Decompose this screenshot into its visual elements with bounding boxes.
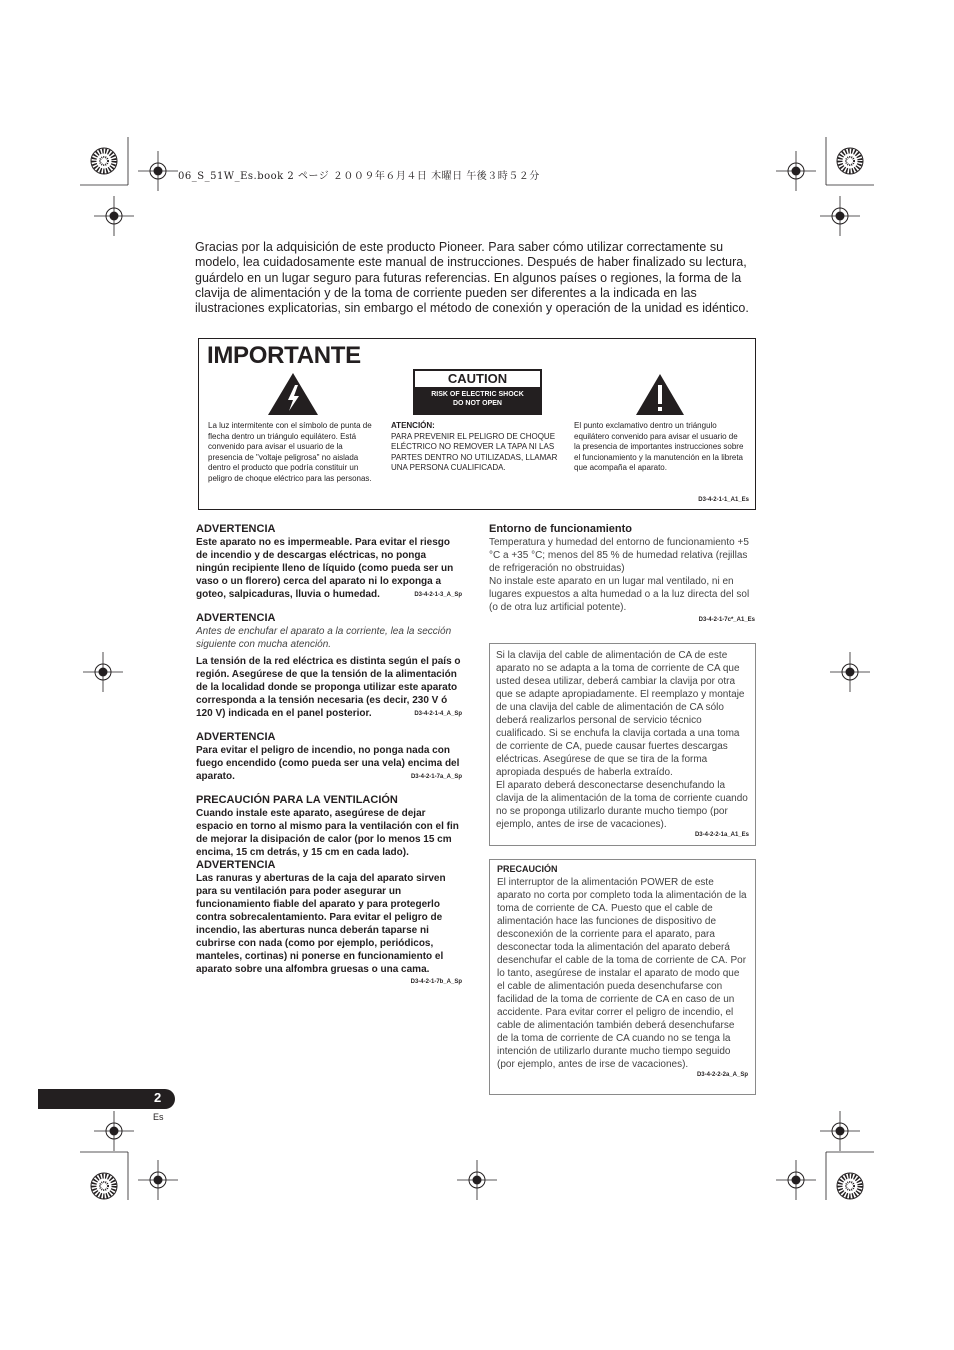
clavija-text-2: El aparato deberá desconectarse desenchufando la clavija de la alimentación de la toma de corriente cuando no se proponga utilizarlo durante mucho tiempo (por ejemplo, antes de irse de vacaciones).	[496, 780, 748, 830]
advertencia-3-text: Para evitar el peligro de incendio, no ponga nada con fuego encendido (como pueda ser una vela) encima del aparato.	[196, 745, 460, 782]
lightning-warning-icon	[267, 372, 319, 416]
entorno-text-2: No instale este aparato en un lugar mal ventilado, ni en lugares expuestos a alta humedad o a la luz directa del sol (o de otra luz artificial potente).	[489, 576, 750, 613]
caution-sub-line2: DO NOT OPEN	[452, 400, 502, 407]
right-column	[489, 523, 755, 623]
ventilacion-title: PRECAUCIÓN PARA LA VENTILACIÓN	[196, 794, 398, 806]
clavija-box	[489, 643, 756, 846]
advertencia-1-code: D3-4-2-1-3_A_Sp	[414, 592, 462, 598]
importante-title: IMPORTANTE	[207, 342, 361, 369]
advertencia-2-title: ADVERTENCIA	[196, 612, 276, 624]
advertencia-4-title: ADVERTENCIA	[196, 859, 276, 871]
advertencia-1-title: ADVERTENCIA	[196, 523, 276, 535]
intro-paragraph: Gracias por la adquisición de este producto Pioneer. Para saber cómo utilizar correctamente su modelo, lea cuidadosamente este manual de instrucciones. Después de haber finalizado su lectura, guárdelo en un lugar seguro para futuras referencias. En algunos países o regiones, la forma de la clavija de alimentación y de la toma de corriente pueden ser diferentes a la indicada en las ilustraciones explicatorias, sin embargo el método de conexión y operación de la unidad es idéntico.	[195, 240, 749, 316]
entorno-text-1: Temperatura y humedad del entorno de funcionamiento +5 °C a +35 °C; menos del 85 % de humedad relativa (rejillas de refrigeración no obstruidas)	[489, 537, 749, 574]
entorno-code: D3-4-2-1-7c*_A1_Es	[698, 617, 755, 623]
advertencia-4-text: Las ranuras y aberturas de la caja del aparato sirven para su ventilación para poder asegurar un funcionamiento fiable del aparato y para protegerlo contra sobrecalentamiento. Para evitar el peligro de incendio, las aberturas nunca deberán taparse ni cubrirse con nada (como por ejemplo, periódicos, manteles, cortinas) ni ponerse en funcionamiento el aparato sobre una alfombra gruesas o una cama.	[196, 873, 446, 975]
file-header: 06_S_51W_Es.book 2 ページ ２００９年６月４日 木曜日 午後３時５２分	[178, 171, 540, 182]
precaucion-title: PRECAUCIÓN	[497, 864, 558, 874]
advertencia-4-code: D3-4-2-1-7b_A_Sp	[410, 979, 462, 985]
advertencia-2-text: La tensión de la red eléctrica es distinta según el país o región. Asegúrese de que la tensión de la alimentación de la localidad donde se proponga utilizar este aparato corresponda a la tensión necesaria (es decir, 230 V ó 120 V) indicada en el panel posterior.	[196, 656, 461, 719]
precaucion-code: D3-4-2-2-2a_A_Sp	[696, 1072, 748, 1078]
ventilacion-text: Cuando instale este aparato, asegúrese de dejar espacio en torno al mismo para la ventilación con el fin de mejorar la disipación de calor (por lo menos 15 cm encima, 15 cm detrás, y 15 cm en cada lado).	[196, 808, 459, 858]
advertencia-3-title: ADVERTENCIA	[196, 731, 276, 743]
atencion-block	[391, 421, 563, 474]
language-label: Es	[153, 1112, 164, 1122]
caution-sub-line1: RISK OF ELECTRIC SHOCK	[431, 391, 524, 398]
importante-code: D3-4-2-1-1_A1_Es	[698, 497, 749, 503]
exclamation-description: El punto exclamativo dentro un triángulo equilátero convenido para avisar el usuario de la presencia de importantes instrucciones sobre el funcionamiento y la manutención en la libreta que acompaña el aparato.	[574, 421, 744, 472]
advertencia-1-text: Este aparato no es impermeable. Para evitar el riesgo de incendio y de descargas eléctricas, no ponga ningún recipiente lleno de líquido (como pueda ser un vaso o un florero) cerca del aparato ni lo exponga a goteo, salpicaduras, lluvia o humedad.	[196, 537, 454, 600]
entorno-title: Entorno de funcionamiento	[489, 523, 632, 535]
precaucion-text: El interruptor de la alimentación POWER de este aparato no corta por completo toda la alimentación de la toma de corriente de CA. Puesto que el cable de alimentación hace las funciones de dispositivo de desconexión de la corriente para el aparato, para desconectar toda la alimentación del aparato deberá desenchufar el cable de la toma de corriente de CA. Por lo tanto, asegúrese de instalar el aparato de modo que el cable de alimentación pueda desenchufarse con facilidad de la toma de corriente de CA en caso de un accidente. Para evitar correr el peligro de incendio, el cable de alimentación también deberá desenchufarse de la toma de corriente de CA cuando no se tenga la intención de utilizarlo durante mucho tiempo seguido (por ejemplo, antes de irse de vacaciones).	[497, 877, 747, 1070]
advertencia-2-code: D3-4-2-1-4_A_Sp	[414, 711, 462, 717]
caution-label	[413, 369, 542, 415]
page-number: 2	[154, 1090, 162, 1105]
lightning-description: La luz intermitente con el símbolo de punta de flecha dentro un triángulo equilátero. Está convenido para avisar el usuario de la presencia de "voltaje peligrosa" no aislada dentro el producto que podría constituir un peligro de choque eléctrico para las personas.	[208, 421, 372, 483]
atencion-text: PARA PREVENIR EL PELIGRO DE CHOQUE ELÉCTRICO NO REMOVER LA TAPA NI LAS PARTES DENTRO NO UTILIZADAS, LLAMAR UNA PERSONA CUALIFICADA.	[391, 431, 558, 472]
atencion-heading: ATENCIÓN:	[391, 421, 435, 430]
clavija-text-1: Si la clavija del cable de alimentación de CA de este aparato no se adapta a la toma de corriente de CA que usted desea utilizar, deberá cambiar la clavija por otra que se adapte apropiadamente. El reemplazo y montaje de una clavija del cable de alimentación de CA sólo deberá realizarlos personal de servicio técnico cualificado. Si se enchufa la clavija cortada a una toma de corriente de CA, puede causar fuertes descargas eléctricas. Asegúrese de que se tira de la forma apropiada después de haberla extraído.	[496, 650, 745, 778]
caution-text: CAUTION	[415, 371, 540, 387]
exclamation-warning-icon	[635, 373, 685, 416]
advertencia-3-code: D3-4-2-1-7a_A_Sp	[410, 774, 462, 780]
importante-box	[198, 338, 756, 510]
left-column	[196, 523, 462, 985]
precaucion-box	[489, 859, 756, 1095]
advertencia-2-italic: Antes de enchufar el aparato a la corriente, lea la sección siguiente con mucha atención.	[196, 626, 452, 650]
clavija-code: D3-4-2-2-1a_A1_Es	[694, 832, 749, 838]
